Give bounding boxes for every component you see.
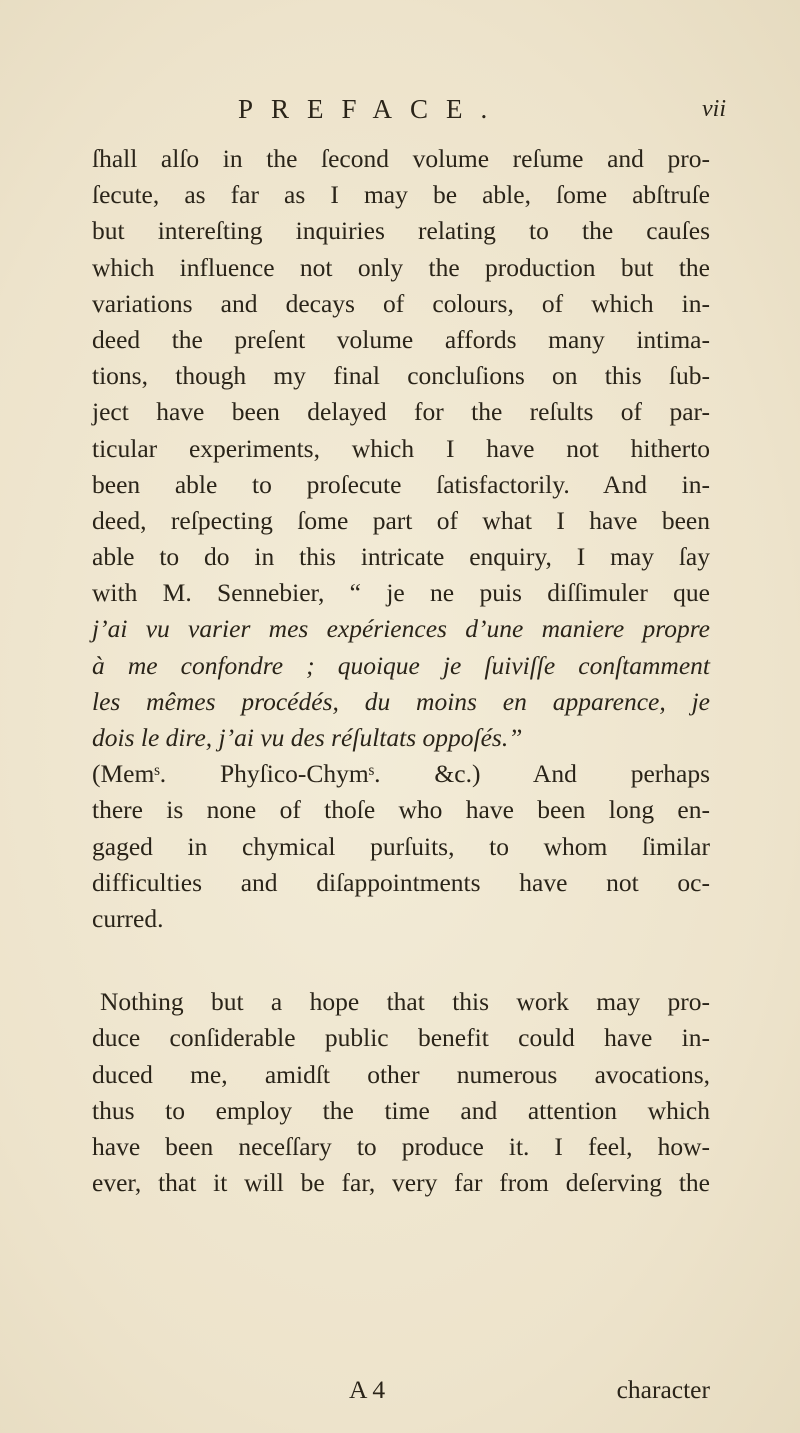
text-line: ject have been delayed for the reſults of par- <box>92 397 710 427</box>
signature-mark: A 4 <box>349 1375 386 1404</box>
text-line: ever, that it will be far, very far from deſerving the <box>92 1168 710 1198</box>
text-line: there is none of thoſe who have been long en- <box>92 795 710 825</box>
text-line: thus to employ the time and attention which <box>92 1095 710 1125</box>
text-line: which influence not only the production but the <box>92 252 710 282</box>
quoted-french-line: j’ai vu varier mes expériences d’une maniere propre <box>92 614 710 644</box>
text-line: but intereſting inquiries relating to the cauſes <box>92 216 710 246</box>
text-line: curred. <box>92 903 164 933</box>
page-header <box>238 94 726 134</box>
quoted-french-line: les mêmes procédés, du moins en apparence, je <box>92 686 710 716</box>
text-line: tions, though my final concluſions on this ſub- <box>92 361 710 391</box>
running-head: PREFACE. <box>238 94 506 124</box>
text-line: difficulties and diſappointments have not oc- <box>92 867 710 897</box>
text-line: been able to proſecute ſatisfactorily. And in- <box>92 469 710 499</box>
quoted-french-line: dois le dire, j’ai vu des réſultats oppoſés.” <box>92 723 523 752</box>
paragraph-gap <box>92 937 710 984</box>
text-line: with M. Sennebier, “ je ne puis diſſimuler que <box>92 578 710 608</box>
text-line: duce conſiderable public benefit could have in- <box>92 1023 710 1053</box>
page-number: vii <box>702 96 726 122</box>
catchword: character <box>616 1375 710 1404</box>
text-line: ſecute, as far as I may be able, ſome abſtruſe <box>92 180 710 210</box>
text-line: able to do in this intricate enquiry, I may ſay <box>92 542 710 572</box>
text-line: gaged in chymical purſuits, to whom ſimilar <box>92 831 710 861</box>
text-line: Nothing but a hope that this work may pro- <box>100 987 710 1017</box>
text-line: deed the preſent volume affords many intima- <box>92 324 710 354</box>
text-line: ſhall alſo in the ſecond volume reſume and pro- <box>92 144 710 173</box>
text-line: (Memˢ. Phyſico-Chymˢ. &c.) And perhaps <box>92 759 710 789</box>
paragraph-1 <box>92 141 710 937</box>
text-line: deed, reſpecting ſome part of what I have been <box>92 505 710 535</box>
paragraph-2 <box>92 984 710 1201</box>
quoted-french-line: à me confondre ; quoique je ſuiviſſe conſtamment <box>92 650 710 680</box>
text-line: variations and decays of colours, of which in- <box>92 288 710 318</box>
text-line: duced me, amidſt other numerous avocations, <box>92 1059 710 1089</box>
text-line: have been neceſſary to produce it. I feel, how- <box>92 1131 710 1161</box>
text-line: ticular experiments, which I have not hitherto <box>92 433 710 463</box>
page-footer <box>92 1375 710 1411</box>
body-text <box>92 141 710 1201</box>
